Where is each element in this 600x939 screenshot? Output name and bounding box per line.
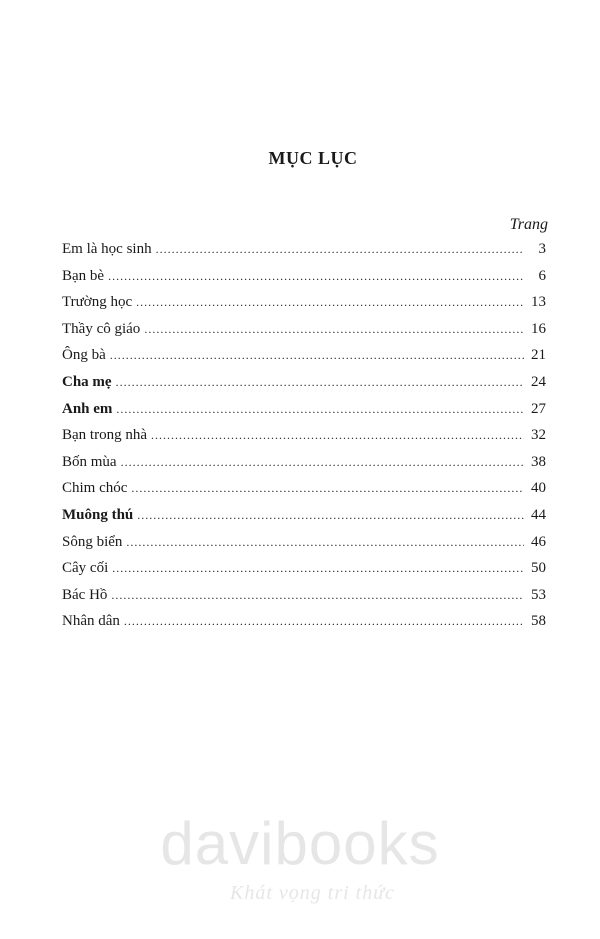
dot-leader [136,289,524,316]
toc-entry[interactable] [62,582,546,609]
toc-entry-page: 27 [531,400,546,417]
toc-entry[interactable] [62,449,546,476]
toc-entry-page: 40 [531,480,546,497]
toc-entry-title: Sông biển [62,533,123,550]
toc-entry[interactable] [62,555,546,582]
dot-leader [156,236,524,263]
dot-leader [112,555,524,582]
toc-entry-title: Ông bà [62,347,106,364]
toc-entry-page: 16 [531,320,546,337]
toc-entry-title: Thầy cô giáo [62,320,141,337]
dot-leader [110,342,524,369]
toc-entry[interactable] [62,502,546,529]
toc-entry-page: 44 [531,506,546,523]
toc-entry[interactable] [62,263,546,290]
toc-entry-page: 50 [531,560,546,577]
toc-entry-title: Bạn trong nhà [62,427,147,444]
toc-entry-page: 21 [531,347,546,364]
toc-entry-page: 6 [538,267,546,284]
toc-entry[interactable] [62,369,546,396]
toc-entry-title: Anh em [62,400,113,417]
toc-entry-title: Trường học [62,294,133,311]
page-title: MỤC LỤC [268,148,358,168]
toc-entry-title: Bốn mùa [62,453,117,470]
toc-entry[interactable] [62,396,546,423]
toc-entry[interactable] [62,529,546,556]
toc-entry-title: Bác Hồ [62,586,108,603]
watermark-brand: davibooks [160,810,440,877]
toc-entry[interactable] [62,342,546,369]
toc-entry-title: Em là học sinh [62,241,152,257]
toc-entry-page: 38 [531,453,546,470]
toc-entry-page: 24 [531,373,546,390]
watermark-tagline: Khát vọng tri thức [230,882,396,904]
toc-entry-page: 13 [531,294,546,311]
toc-entry[interactable] [62,236,546,263]
dot-leader [131,475,524,502]
toc-entry-title: Bạn bè [62,267,105,284]
toc-entry-title: Chim chóc [62,480,128,497]
toc-entry[interactable] [62,422,546,449]
dot-leader [121,449,524,476]
toc-entry-title: Cha mẹ [62,373,112,390]
dot-leader [151,422,524,449]
toc-entry[interactable] [62,316,546,343]
toc-entry-page: 32 [531,427,546,444]
dot-leader [137,502,524,529]
dot-leader [126,529,524,556]
page-column-label: Trang [509,216,548,233]
dot-leader [116,369,524,396]
dot-leader [111,582,524,609]
toc-entry-page: 53 [531,586,546,603]
toc-entry[interactable] [62,608,546,635]
toc-entry-title: Muông thú [62,506,134,523]
toc-entry-title: Nhân dân [62,613,120,630]
toc-entry-page: 58 [531,613,546,630]
toc-entry[interactable] [62,475,546,502]
dot-leader [116,396,524,423]
dot-leader [144,316,524,343]
dot-leader [124,608,524,635]
toc-entry-title: Cây cối [62,560,109,577]
toc-entry-page: 46 [531,533,546,550]
toc-entry[interactable] [62,289,546,316]
table-of-contents [62,236,546,635]
toc-entry-page: 3 [538,241,546,257]
dot-leader [108,263,524,290]
